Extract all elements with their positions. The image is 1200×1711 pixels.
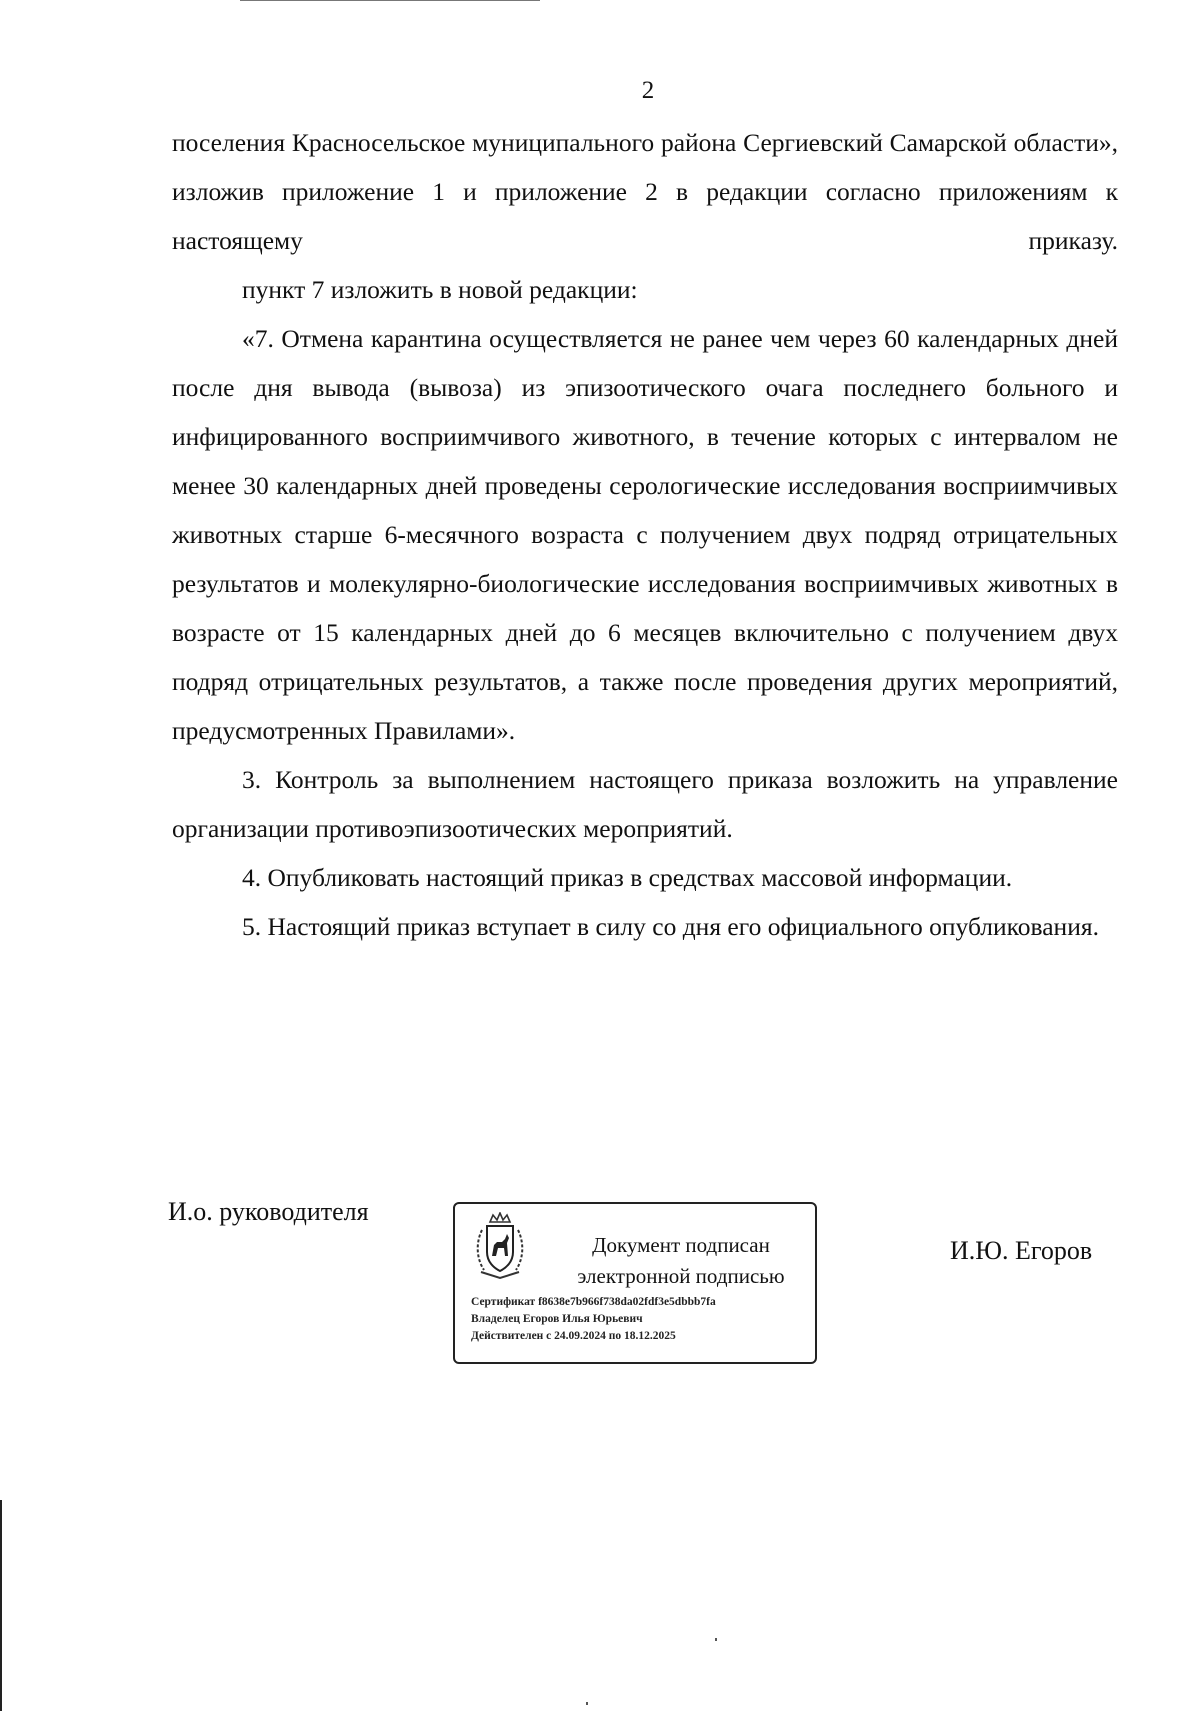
document-body <box>172 118 1118 951</box>
paragraph-point-4: 4. Опубликовать настоящий приказ в средствах массовой информации. <box>242 863 1013 892</box>
paragraph-item-7-intro: пункт 7 изложить в новой редакции: <box>242 275 638 304</box>
paragraph-point-3: 3. Контроль за выполнением настоящего приказа возложить на управление организации противоэпизоотических мероприятий. <box>172 765 1118 843</box>
stamp-title <box>555 1230 807 1292</box>
signatory-name: И.Ю. Егоров <box>950 1236 1093 1265</box>
stamp-owner: Владелец Егоров Илья Юрьевич <box>471 1313 643 1325</box>
paragraph-continuation: поселения Красносельское муниципального района Сергиевский Самарской области», изложив приложение 1 и приложение 2 в редакции согласно приложениям к настоящему приказу. <box>172 128 1118 255</box>
paragraph-item-7-text: «7. Отмена карантина осуществляется не ранее чем через 60 календарных дней после дня вывода (вывоза) из эпизоотического очага последнего больного и инфицированного восприимчивого животного, в течение которых с интервалом не менее 30 календарных дней проведены серологические исследования восприимчивых животных старше 6-месячного возраста с получением двух подряд отрицательных результатов и молекулярно-биологические исследования восприимчивых животных в возрасте от 15 календарных дней до 6 месяцев включительно с получением двух подряд отрицательных результатов, а также после проведения других мероприятий, предусмотренных Правилами». <box>172 324 1118 745</box>
signatory-role: И.о. руководителя <box>168 1197 369 1226</box>
paragraph-point-5: 5. Настоящий приказ вступает в силу со дня его официального опубликования. <box>242 912 1099 941</box>
stamp-title-line-1: Документ подписан <box>592 1233 770 1257</box>
page-number: 2 <box>641 77 655 104</box>
electronic-signature-stamp <box>453 1202 817 1364</box>
stamp-details <box>471 1294 716 1345</box>
stamp-validity: Действителен с 24.09.2024 по 18.12.2025 <box>471 1330 676 1342</box>
scan-artifact-left-edge <box>0 1500 2 1711</box>
samara-coat-of-arms-icon <box>473 1212 527 1280</box>
stamp-certificate: Сертификат f8638e7b966f738da02fdf3e5dbbb7fa <box>471 1296 716 1308</box>
scan-speck <box>715 1638 717 1641</box>
scan-artifact-top <box>240 0 540 1</box>
stamp-title-line-2: электронной подписью <box>577 1264 785 1288</box>
scan-speck <box>586 1702 588 1705</box>
